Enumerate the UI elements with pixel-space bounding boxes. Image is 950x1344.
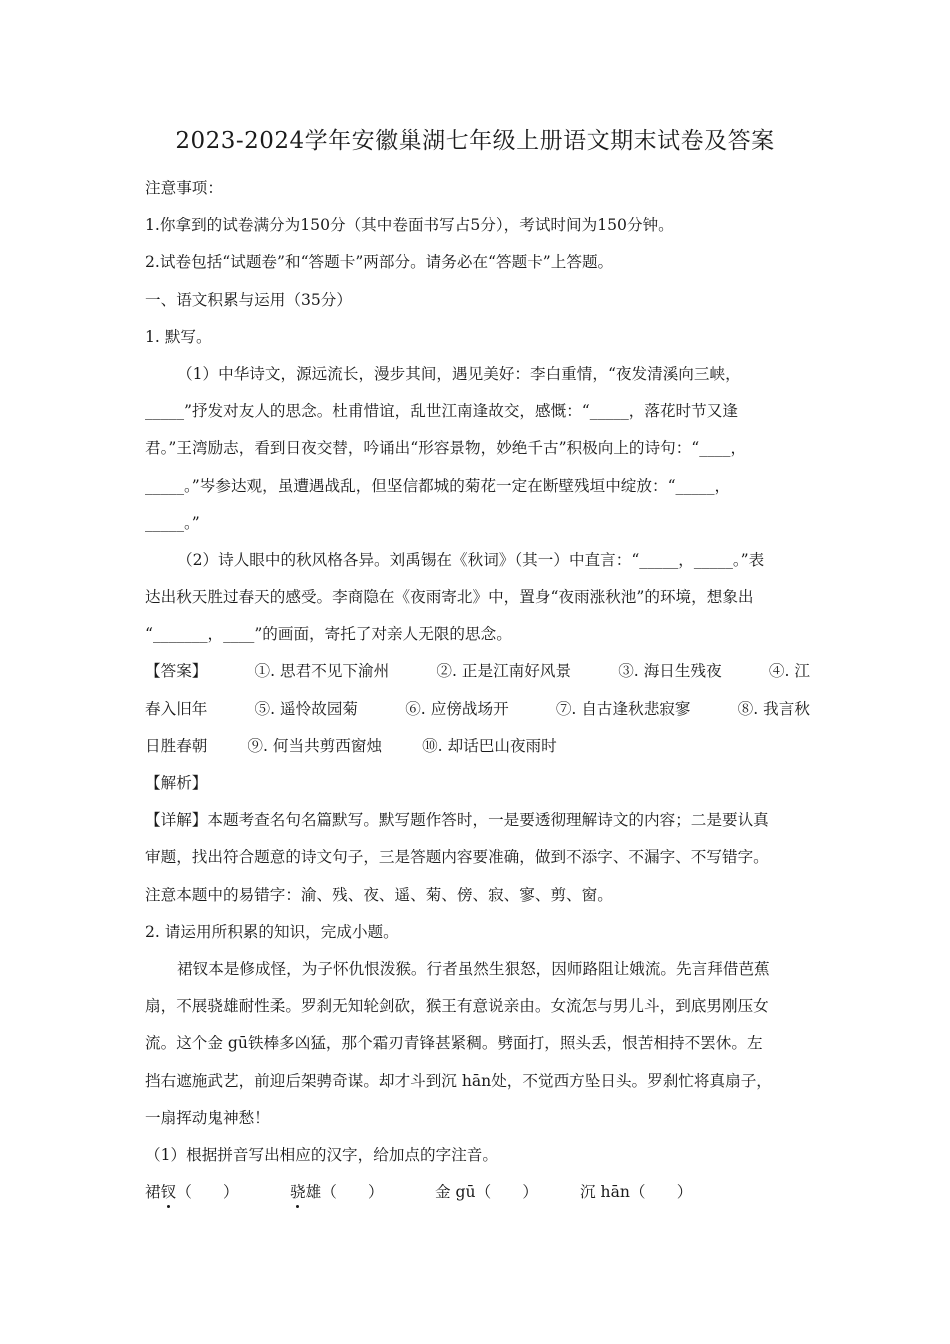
answer-row [145, 653, 810, 690]
dotted-char: 骁 [290, 1174, 306, 1211]
answer-item: ②. 正是江南好风景 [436, 662, 572, 681]
fill-blank: （ ） [176, 1183, 239, 1202]
answer-item: ⑧. 我言秋 [737, 699, 810, 718]
fill-blank-row [145, 1174, 810, 1211]
paragraph-line: 挡右遮施武艺，前迎后架骋奇谋。却才斗到沉 hān处，不觉西方坠日头。罗刹忙将真扇子， [145, 1071, 772, 1090]
answer-item: ⑩. 却话巴山夜雨时 [422, 736, 557, 755]
sub-question-1: （1）根据拼音写出相应的汉字，给加点的字注音。 [145, 1145, 498, 1164]
answer-item: ⑨. 何当共剪西窗烛 [247, 736, 383, 755]
paragraph-line: 达出秋天胜过春天的感受。李商隐在《夜雨寄北》中，置身“夜雨涨秋池”的环境，想象出 [145, 588, 754, 607]
detail-explanation [145, 802, 810, 914]
fill-blank-item [145, 1174, 290, 1211]
question-1-heading: 1. 默写。 [145, 327, 212, 346]
paragraph-line: 审题，找出符合题意的诗文句子，三是答题内容要准确，做到不添字、不漏字、不写错字。 [145, 848, 769, 867]
fill-blank-item: 金 gū（ ） [435, 1183, 538, 1202]
question-1-part-2 [145, 542, 810, 654]
question-1-part-1 [145, 356, 810, 542]
section-heading: 一、语文积累与运用（35分） [145, 290, 352, 309]
answer-item: 春入旧年 [145, 699, 208, 718]
fill-blank-item [290, 1174, 435, 1211]
notice-item-2: 2.试卷包括“试题卷”和“答题卡”两部分。请务必在“答题卡”上答题。 [145, 253, 614, 272]
analysis-heading: 【解析】 [145, 774, 208, 792]
paragraph-line: （2）诗人眼中的秋风格各异。刘禹锡在《秋词》（其一）中直言：“_____，_____。”表 [177, 550, 765, 569]
paragraph-line: “_______，____”的画面，寄托了对亲人无限的思念。 [145, 625, 512, 644]
answer-item: ⑦. 自古逢秋悲寂寥 [555, 699, 691, 718]
paragraph-line: _____。” [145, 513, 200, 532]
paragraph-line: _____”抒发对友人的思念。杜甫惜谊，乱世江南逢故交，感慨：“_____，落花时节又逢 [145, 402, 738, 421]
answer-label: 【答案】 [145, 662, 208, 681]
answer-item: ①. 思君不见下渝州 [254, 662, 390, 681]
page-title: 2023-2024学年安徽巢湖七年级上册语文期末试卷及答案 [175, 128, 775, 154]
answer-item: 日胜春朝 [145, 736, 208, 755]
paragraph-line: 注意本题中的易错字：渝、残、夜、遥、菊、傍、寂、寥、剪、窗。 [145, 885, 613, 904]
question-2-passage [145, 951, 810, 1137]
paragraph-line: 流。这个金 gū铁棒多凶猛，那个霜刃青锋甚紧稠。劈面打，照头丢，恨苦相持不罢休。左 [145, 1034, 763, 1053]
question-2-heading: 2. 请运用所积累的知识，完成小题。 [145, 922, 399, 941]
answer-item: ④. 江 [768, 662, 810, 681]
answer-row [145, 728, 810, 765]
paragraph-line: 君。”王湾励志，看到日夜交替，吟诵出“形容景物，妙绝千古”积极向上的诗句：“____， [145, 439, 747, 458]
dotted-char: 钗 [161, 1174, 177, 1211]
paragraph-line: 一扇挥动鬼神愁！ [145, 1108, 270, 1127]
fill-blank-item: 沉 hān（ ） [580, 1183, 693, 1202]
answer-row [145, 691, 810, 728]
answer-item: ③. 海日生残夜 [618, 662, 722, 681]
paragraph-line: 裙钗本是修成怪，为子怀仇恨泼猴。行者虽然生狠怒，因师路阻让娥流。先言拜借芭蕉 [177, 959, 770, 978]
exam-content [145, 170, 810, 1211]
fill-text: 裙 [145, 1183, 161, 1202]
answer-item: ⑤. 遥怜故园菊 [254, 699, 359, 718]
paragraph-line: _____。”岑参达观，虽遭遇战乱，但坚信都城的菊花一定在断壁残垣中绽放：“_____， [145, 476, 731, 495]
paragraph-line: 扇，不展骁雄耐性柔。罗刹无知轮剑砍，猴王有意说亲由。女流怎与男儿斗，到底男刚压女 [145, 997, 769, 1016]
notice-item-1: 1.你拿到的试卷满分为150分（其中卷面书写占5分），考试时间为150分钟。 [145, 216, 674, 235]
paragraph-line: 【详解】本题考查名句名篇默写。默写题作答时，一是要透彻理解诗文的内容；二是要认真 [145, 811, 769, 830]
answer-item: ⑥. 应傍战场开 [405, 699, 509, 718]
answer-block [145, 653, 810, 765]
fill-blank: 雄（ ） [305, 1183, 384, 1202]
paragraph-line: （1）中华诗文，源远流长，漫步其间，遇见美好：李白重情，“夜发清溪向三峡， [177, 364, 741, 383]
notice-heading: 注意事项： [145, 179, 223, 197]
